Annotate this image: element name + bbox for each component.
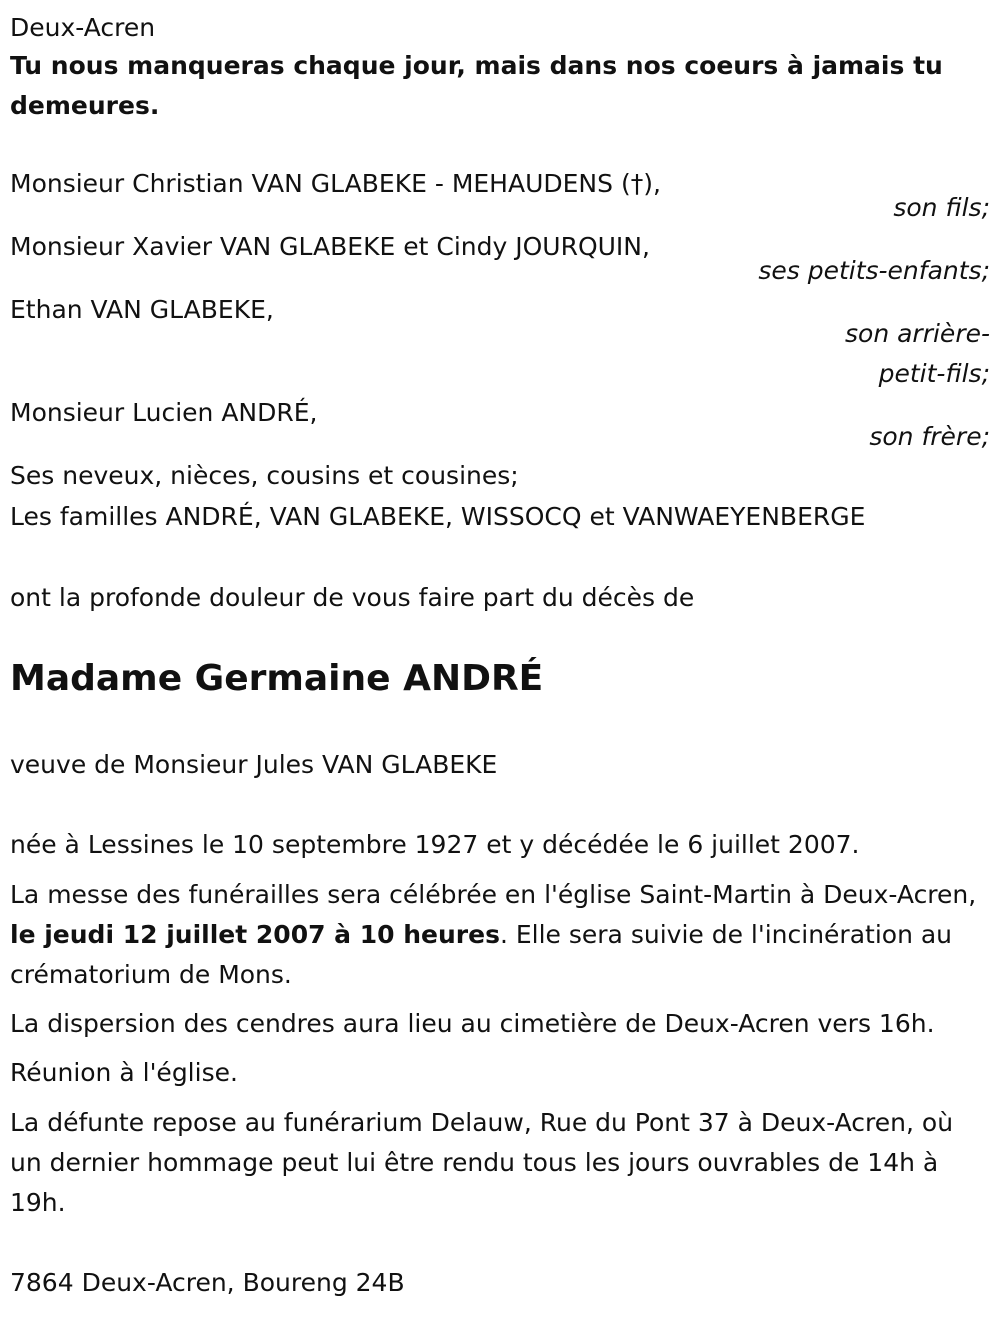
- birth-death-line: née à Lessines le 10 septembre 1927 et y décédée le 6 juillet 2007.: [10, 830, 860, 859]
- other-relatives-line: Ses neveux, nièces, cousins et cousines;: [10, 461, 519, 490]
- announcement-line: ont la profonde douleur de vous faire part du décès de: [10, 583, 695, 612]
- funeral-paragraph: [10, 875, 990, 995]
- address-line: 7864 Deux-Acren, Boureng 24B: [10, 1268, 405, 1297]
- family-relation: son frère;: [869, 422, 990, 451]
- family-entry: [10, 393, 990, 457]
- funeral-text-before: La messe des funérailles sera célébrée en l'église Saint-Martin à Deux-Acren,: [10, 880, 977, 909]
- family-entry: [10, 164, 990, 228]
- motto: Tu nous manqueras chaque jour, mais dans nos coeurs à jamais tu demeures.: [10, 51, 943, 120]
- reunion-line: Réunion à l'église.: [10, 1058, 238, 1087]
- widow-of-line: veuve de Monsieur Jules VAN GLABEKE: [10, 750, 498, 779]
- family-entry: [10, 290, 990, 394]
- family-entry: [10, 227, 990, 291]
- visitation-paragraph: La défunte repose au funérarium Delauw, Rue du Pont 37 à Deux-Acren, où un dernier hommage peut lui être rendu tous les jours ouvrables de 14h à 19h.: [10, 1108, 954, 1217]
- family-relation: son arrière-petit-fils;: [845, 319, 990, 388]
- family-member-name: Monsieur Lucien ANDRÉ,: [10, 398, 318, 427]
- family-relation: son fils;: [893, 193, 990, 222]
- family-member-name: Monsieur Christian VAN GLABEKE - MEHAUDENS (†),: [10, 169, 661, 198]
- location-line: Deux-Acren: [10, 13, 156, 42]
- families-line: Les familles ANDRÉ, VAN GLABEKE, WISSOCQ et VANWAEYENBERGE: [10, 502, 866, 531]
- family-member-name: Ethan VAN GLABEKE,: [10, 295, 274, 324]
- family-member-name: Monsieur Xavier VAN GLABEKE et Cindy JOURQUIN,: [10, 232, 650, 261]
- funeral-text-after: . Elle sera suivie de l'incinération au crématorium de Mons.: [10, 920, 953, 989]
- funeral-date-time: le jeudi 12 juillet 2007 à 10 heures: [10, 920, 500, 949]
- family-list: [10, 164, 990, 457]
- dispersion-line: La dispersion des cendres aura lieu au cimetière de Deux-Acren vers 16h.: [10, 1009, 935, 1038]
- deceased-name: Madame Germaine ANDRÉ: [10, 658, 544, 699]
- family-relation: ses petits-enfants;: [758, 256, 990, 285]
